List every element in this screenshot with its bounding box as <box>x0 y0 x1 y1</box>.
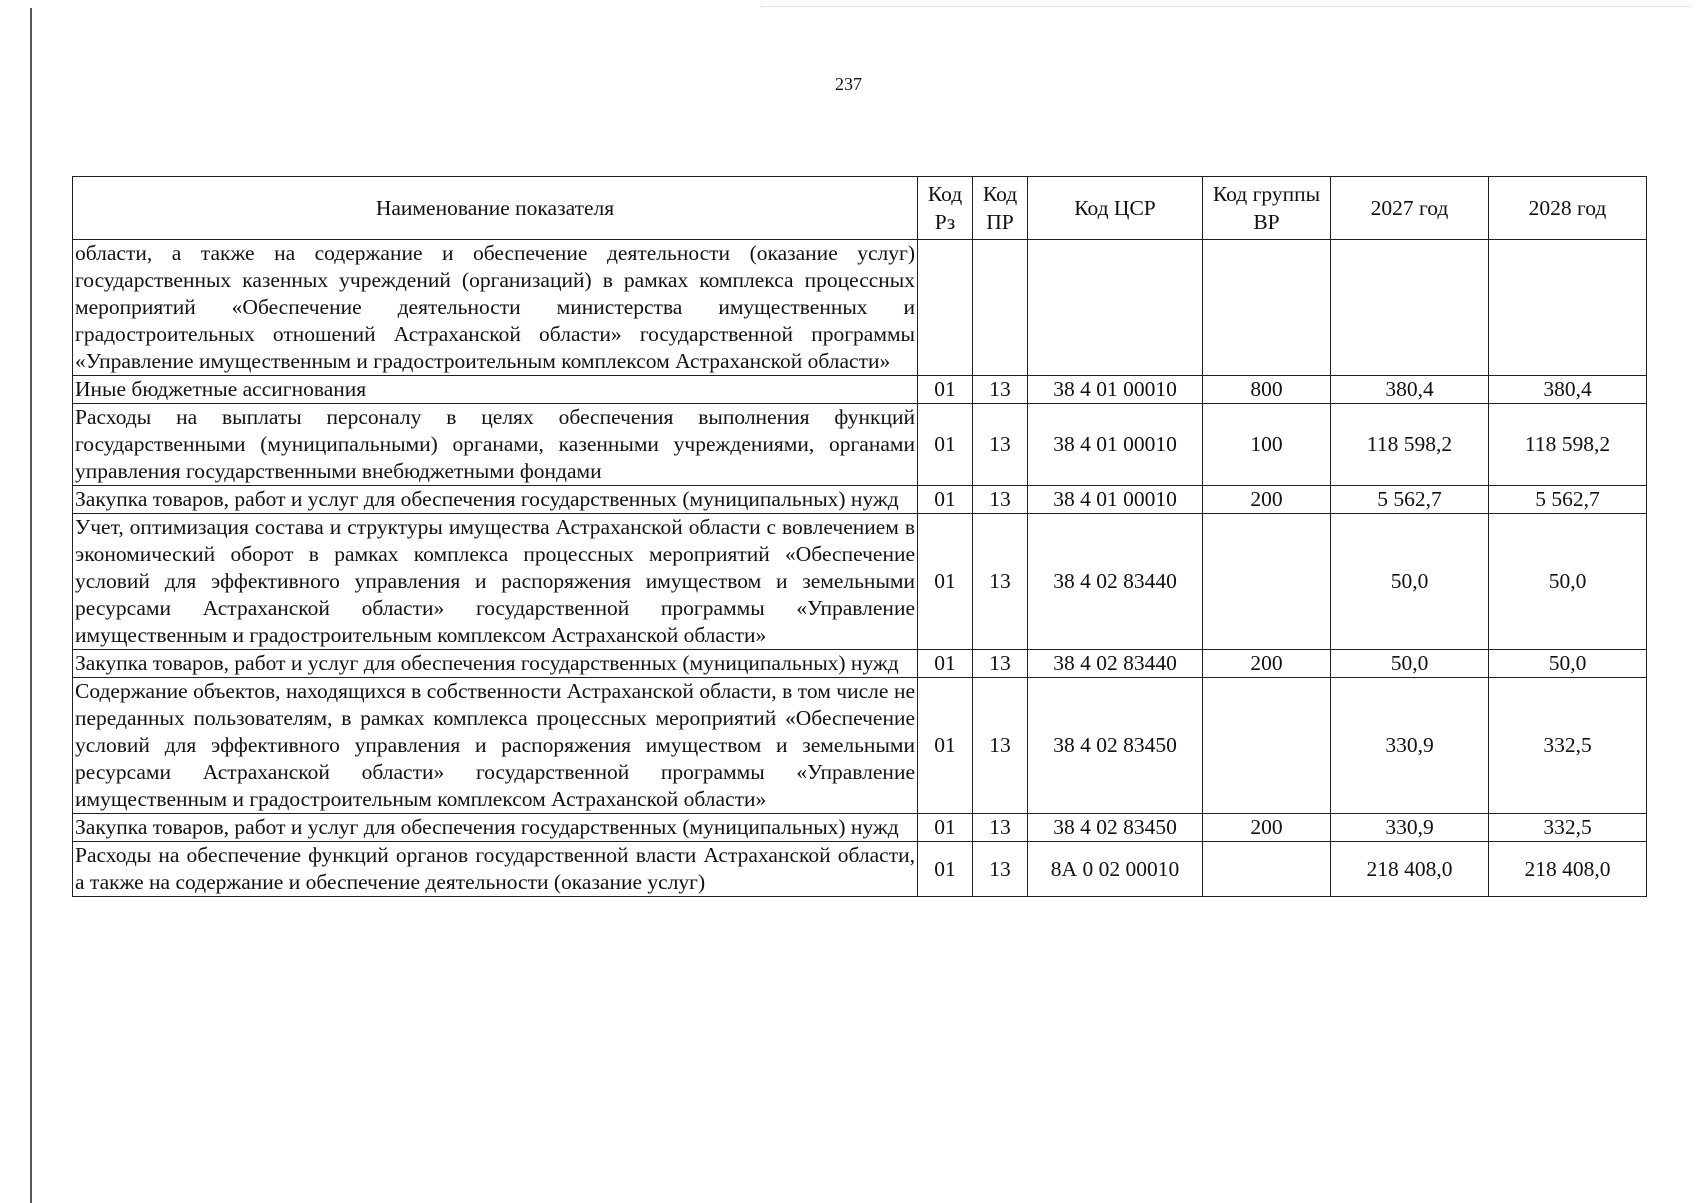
row-pr: 13 <box>973 842 1028 897</box>
row-name: области, а также на содержание и обеспечение деятельности (оказание услуг) государственных казенных учреждений (организаций) в рамках комплекса процессных мероприятий «Обеспечение деятельности министерства имущественных и градостроительных отношений Астраханской области» государственной программы «Управление имущественным и градостроительным комплексом Астраханской области» <box>73 240 918 376</box>
row-2028: 50,0 <box>1489 514 1647 650</box>
header-rz: Код Рз <box>918 177 973 240</box>
row-2028: 5 562,7 <box>1489 486 1647 514</box>
header-csr: Код ЦСР <box>1028 177 1203 240</box>
table-row <box>73 650 1647 678</box>
scan-top-edge-line <box>760 6 1690 8</box>
table-row <box>73 814 1647 842</box>
row-pr: 13 <box>973 514 1028 650</box>
row-pr <box>973 240 1028 376</box>
table-row <box>73 514 1647 650</box>
row-name: Содержание объектов, находящихся в собственности Астраханской области, в том числе не переданных пользователям, в рамках комплекса процессных мероприятий «Обеспечение условий для эффективного управления и распоряжения имуществом и земельными ресурсами Астраханской области» государственной программы «Управление имущественным и градостроительным комплексом Астраханской области» <box>73 678 918 814</box>
row-2027: 330,9 <box>1331 814 1489 842</box>
table-row <box>73 404 1647 486</box>
row-rz <box>918 240 973 376</box>
row-rz: 01 <box>918 814 973 842</box>
table-header-row <box>73 177 1647 240</box>
table-row <box>73 376 1647 404</box>
page-number: 237 <box>835 74 862 94</box>
scan-left-edge-line <box>30 8 32 1203</box>
row-csr: 38 4 02 83450 <box>1028 814 1203 842</box>
row-2027: 330,9 <box>1331 678 1489 814</box>
row-name: Закупка товаров, работ и услуг для обеспечения государственных (муниципальных) нужд <box>73 814 918 842</box>
row-rz: 01 <box>918 514 973 650</box>
row-2028: 218 408,0 <box>1489 842 1647 897</box>
row-2027 <box>1331 240 1489 376</box>
row-rz: 01 <box>918 486 973 514</box>
row-vr <box>1203 678 1331 814</box>
row-csr: 38 4 02 83450 <box>1028 678 1203 814</box>
row-pr: 13 <box>973 650 1028 678</box>
row-2027: 118 598,2 <box>1331 404 1489 486</box>
row-pr: 13 <box>973 814 1028 842</box>
row-csr: 38 4 02 83440 <box>1028 514 1203 650</box>
row-pr: 13 <box>973 678 1028 814</box>
row-name: Расходы на обеспечение функций органов государственной власти Астраханской области, а также на содержание и обеспечение деятельности (оказание услуг) <box>73 842 918 897</box>
header-name: Наименование показателя <box>73 177 918 240</box>
table-row <box>73 240 1647 376</box>
row-2027: 50,0 <box>1331 650 1489 678</box>
budget-table <box>72 176 1647 897</box>
row-vr: 800 <box>1203 376 1331 404</box>
row-vr <box>1203 514 1331 650</box>
row-csr: 38 4 01 00010 <box>1028 486 1203 514</box>
table-row <box>73 842 1647 897</box>
row-2027: 380,4 <box>1331 376 1489 404</box>
row-vr: 200 <box>1203 814 1331 842</box>
row-2028: 380,4 <box>1489 376 1647 404</box>
row-name: Иные бюджетные ассигнования <box>73 376 918 404</box>
row-csr <box>1028 240 1203 376</box>
table-row <box>73 486 1647 514</box>
row-csr: 38 4 01 00010 <box>1028 404 1203 486</box>
row-2027: 50,0 <box>1331 514 1489 650</box>
row-2028: 118 598,2 <box>1489 404 1647 486</box>
row-rz: 01 <box>918 650 973 678</box>
row-vr: 200 <box>1203 650 1331 678</box>
row-name: Расходы на выплаты персоналу в целях обеспечения выполнения функций государственными (муниципальными) органами, казенными учреждениями, органами управления государственными внебюджетными фондами <box>73 404 918 486</box>
row-vr: 200 <box>1203 486 1331 514</box>
header-2027: 2027 год <box>1331 177 1489 240</box>
header-2028: 2028 год <box>1489 177 1647 240</box>
table-row <box>73 678 1647 814</box>
row-name: Учет, оптимизация состава и структуры имущества Астраханской области с вовлечением в экономический оборот в рамках комплекса процессных мероприятий «Обеспечение условий для эффективного управления и распоряжения имуществом и земельными ресурсами Астраханской области» государственной программы «Управление имущественным и градостроительным комплексом Астраханской области» <box>73 514 918 650</box>
header-vr: Код группы ВР <box>1203 177 1331 240</box>
row-vr <box>1203 240 1331 376</box>
row-2027: 5 562,7 <box>1331 486 1489 514</box>
row-2028: 332,5 <box>1489 678 1647 814</box>
row-rz: 01 <box>918 376 973 404</box>
row-vr <box>1203 842 1331 897</box>
row-pr: 13 <box>973 486 1028 514</box>
row-csr: 38 4 02 83440 <box>1028 650 1203 678</box>
row-pr: 13 <box>973 376 1028 404</box>
row-2028: 50,0 <box>1489 650 1647 678</box>
row-csr: 38 4 01 00010 <box>1028 376 1203 404</box>
row-2028 <box>1489 240 1647 376</box>
row-rz: 01 <box>918 678 973 814</box>
row-rz: 01 <box>918 404 973 486</box>
row-csr: 8А 0 02 00010 <box>1028 842 1203 897</box>
header-pr: Код ПР <box>973 177 1028 240</box>
row-pr: 13 <box>973 404 1028 486</box>
row-2027: 218 408,0 <box>1331 842 1489 897</box>
row-name: Закупка товаров, работ и услуг для обеспечения государственных (муниципальных) нужд <box>73 486 918 514</box>
row-2028: 332,5 <box>1489 814 1647 842</box>
row-name: Закупка товаров, работ и услуг для обеспечения государственных (муниципальных) нужд <box>73 650 918 678</box>
row-vr: 100 <box>1203 404 1331 486</box>
row-rz: 01 <box>918 842 973 897</box>
